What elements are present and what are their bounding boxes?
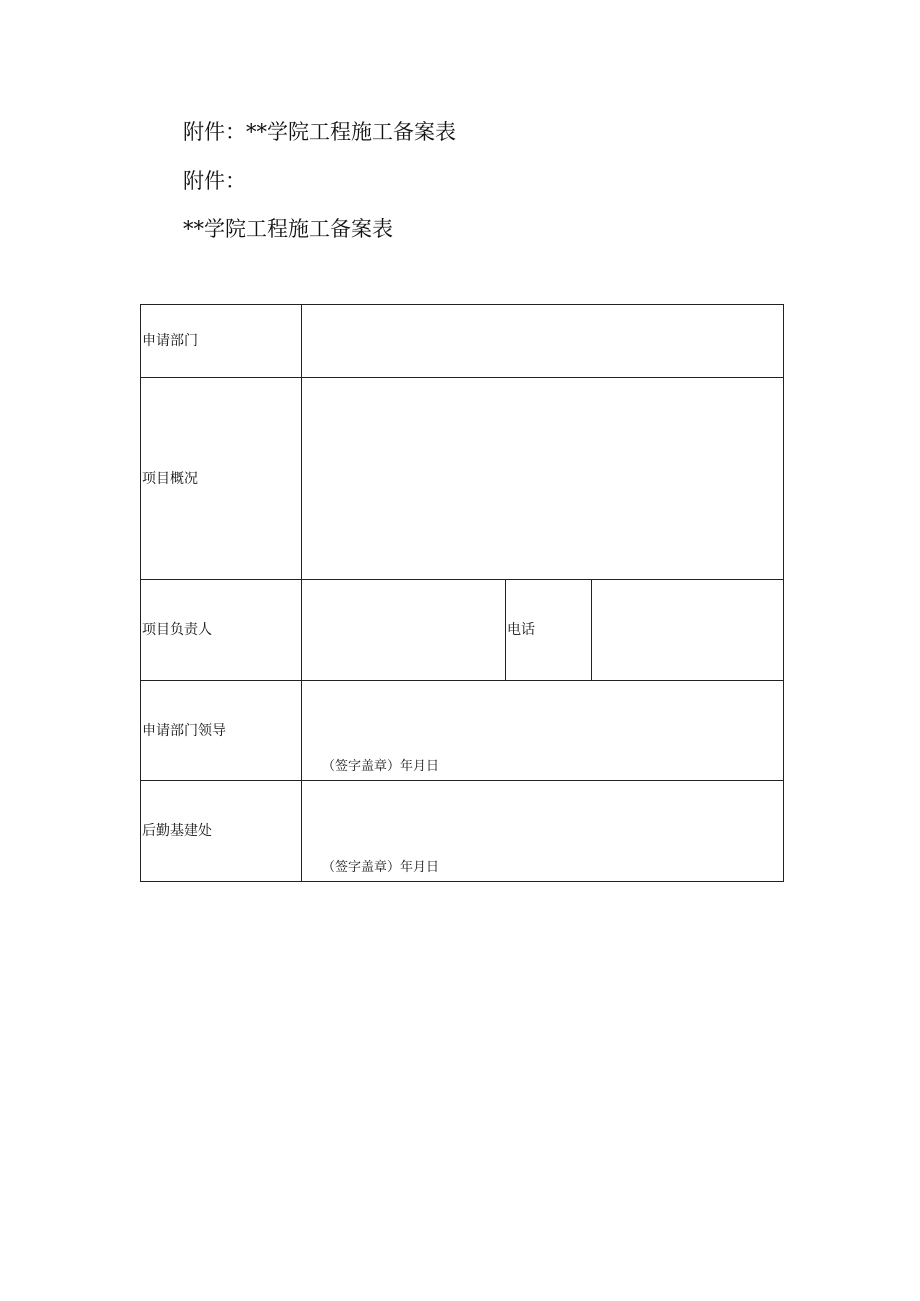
department-leader-signature-field[interactable] (302, 681, 784, 781)
project-overview-field[interactable] (302, 378, 784, 580)
logistics-office-signature-line: （签字盖章）年月日 (322, 860, 440, 875)
row-project-lead (141, 580, 784, 681)
attachment-heading: 附件：**学院工程施工备案表 (183, 120, 456, 144)
row-department-leader (141, 681, 784, 781)
project-overview-label: 项目概况 (141, 378, 302, 580)
applicant-department-label: 申请部门 (141, 305, 302, 378)
project-lead-field[interactable] (302, 580, 506, 681)
row-project-overview (141, 378, 784, 580)
logistics-office-label: 后勤基建处 (141, 781, 302, 882)
department-leader-label: 申请部门领导 (141, 681, 302, 781)
logistics-office-signature-field[interactable] (302, 781, 784, 882)
phone-field[interactable] (592, 580, 784, 681)
project-lead-label: 项目负责人 (141, 580, 302, 681)
department-leader-signature-line: （签字盖章）年月日 (322, 759, 440, 774)
row-applicant-department (141, 305, 784, 378)
row-logistics-office (141, 781, 784, 882)
phone-label: 电话 (506, 580, 592, 681)
form-title: **学院工程施工备案表 (183, 217, 393, 241)
applicant-department-field[interactable] (302, 305, 784, 378)
attachment-label: 附件： (183, 169, 246, 193)
filing-form-table (140, 304, 784, 882)
